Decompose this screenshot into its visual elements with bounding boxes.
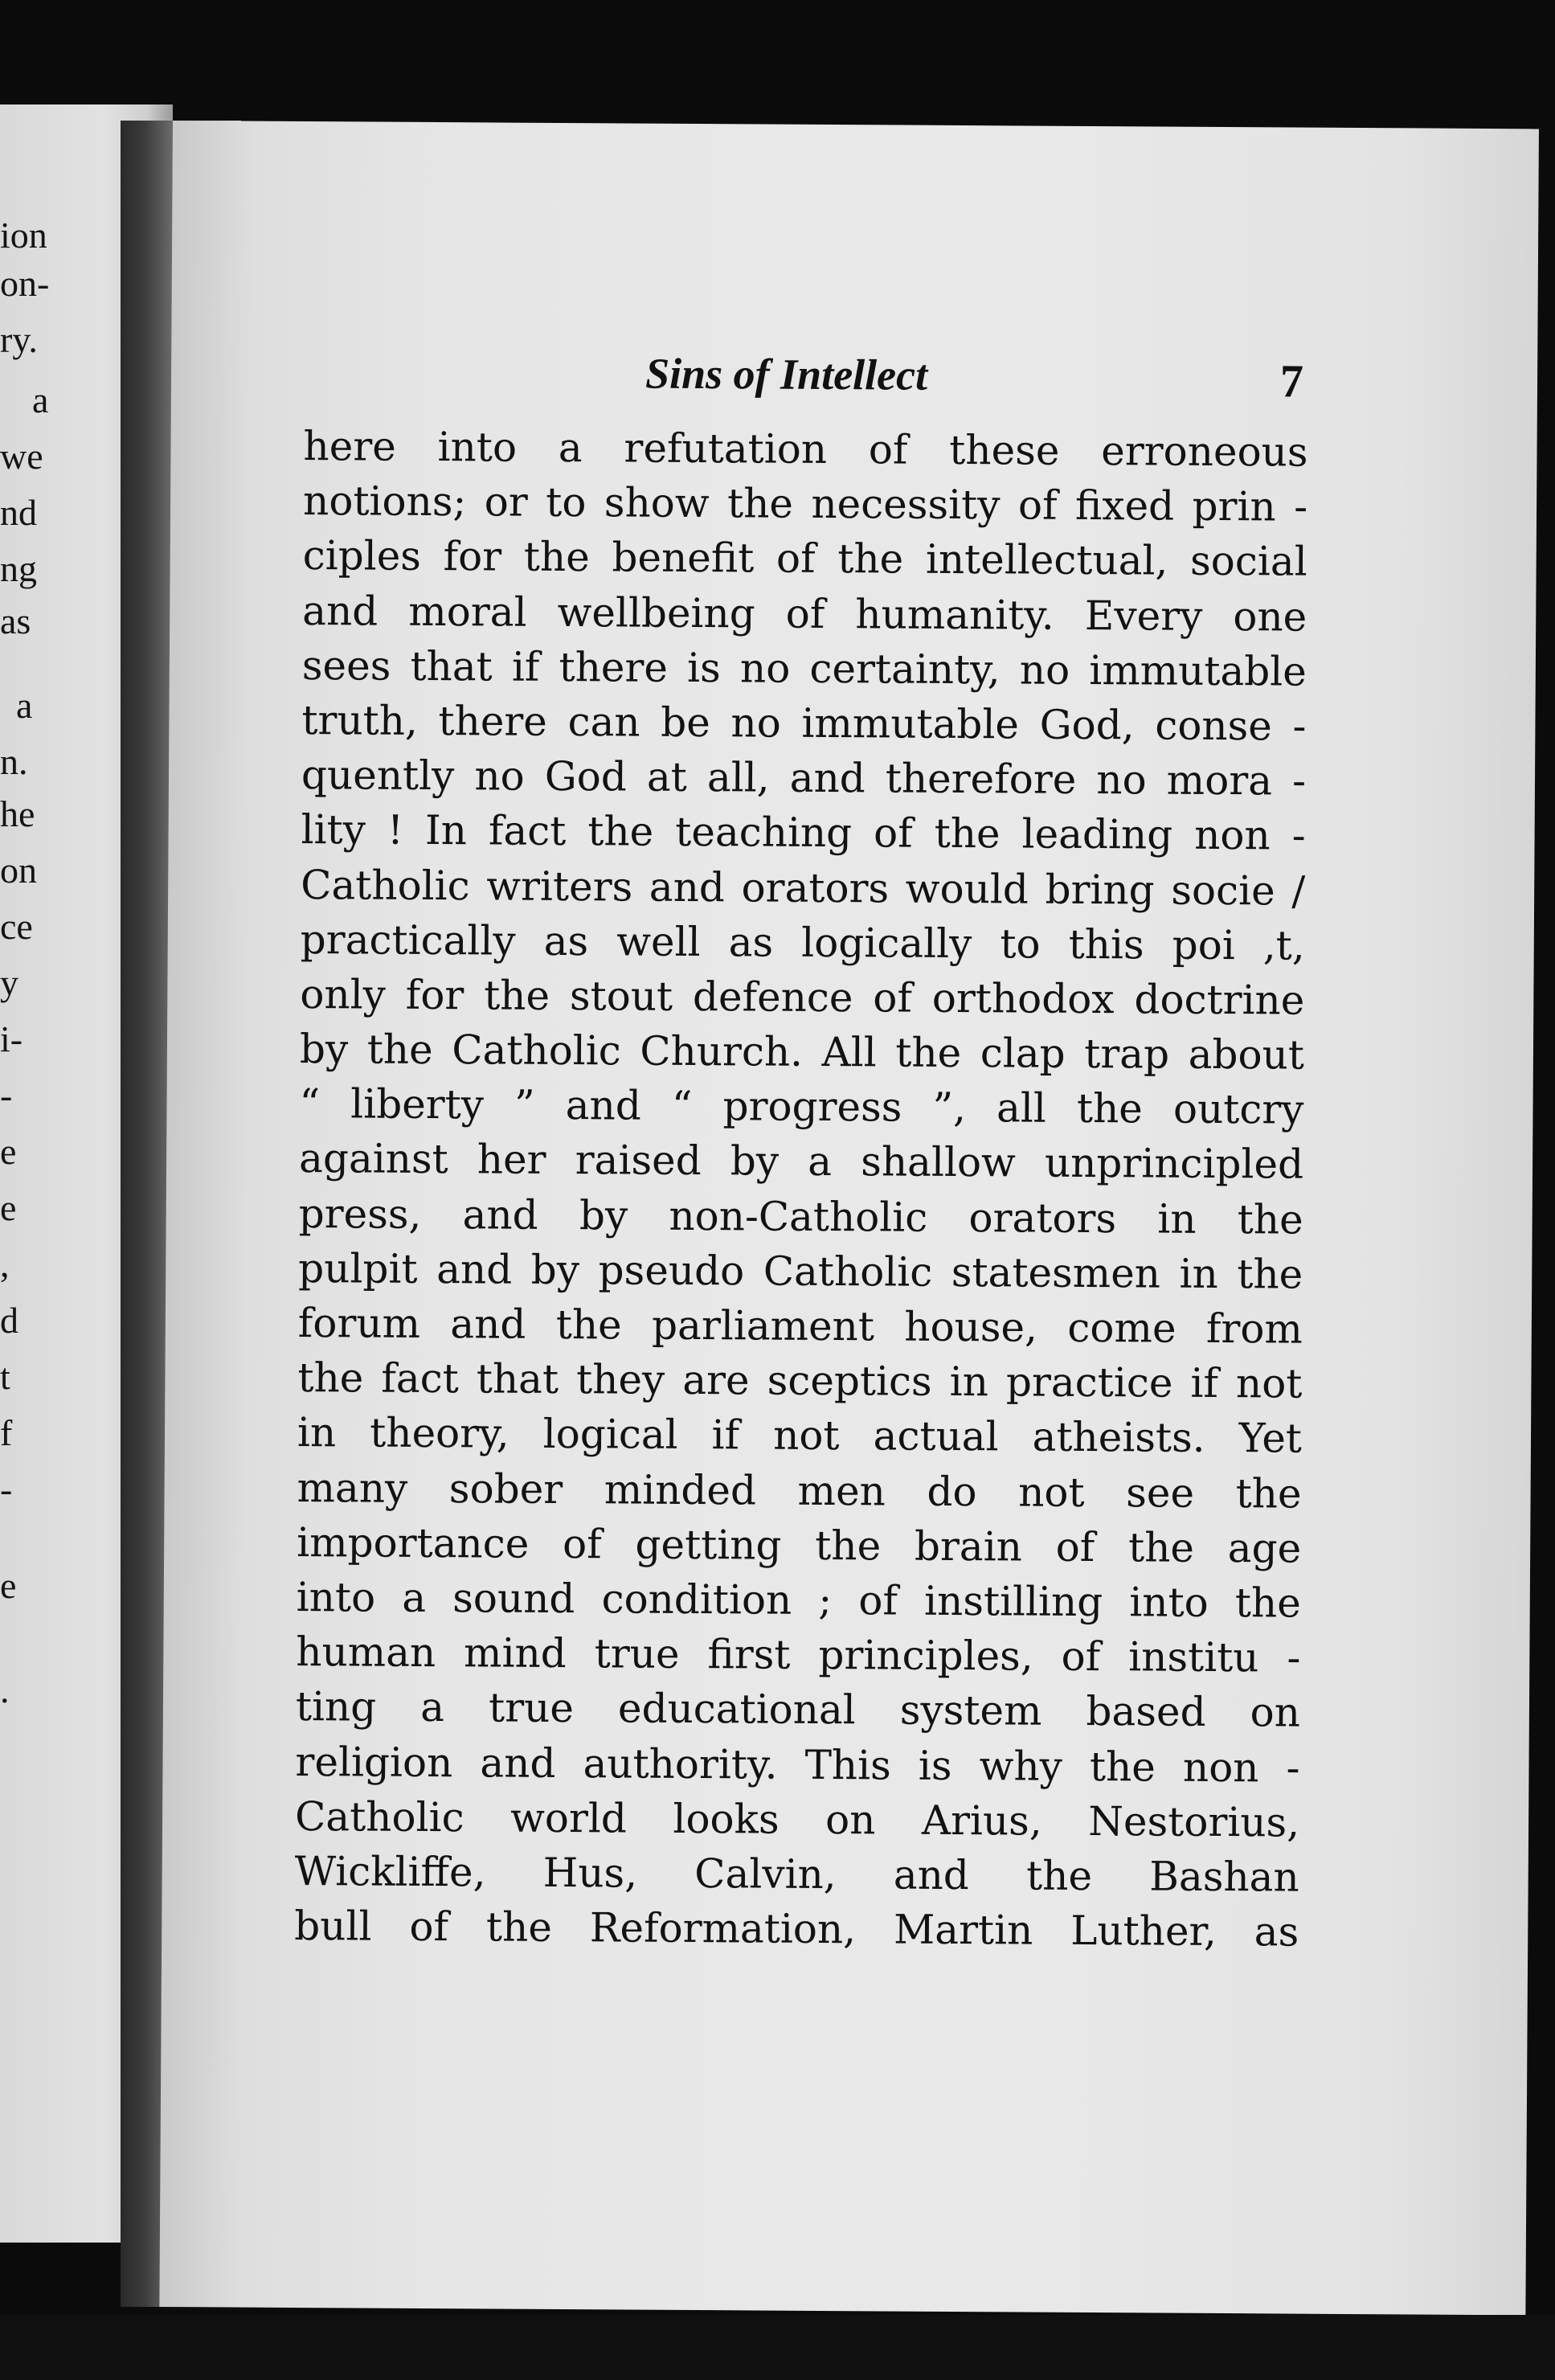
previous-page-fragment: ng [0, 548, 37, 589]
previous-page-fragment: y [0, 962, 18, 1003]
text-line: against her raised by a shallow unprincipled [298, 1135, 1304, 1189]
previous-page-fragment: . [0, 1669, 10, 1710]
previous-page-fragment: a [16, 685, 33, 726]
previous-page-fragment: e [0, 1565, 17, 1606]
previous-page-fragment: e [0, 1187, 17, 1228]
text-line: press, and by non-Catholic orators in the [298, 1190, 1303, 1243]
previous-page-fragment: d [0, 1300, 18, 1341]
previous-page-fragment: - [0, 1075, 13, 1116]
text-line: ting a true educational system based on [295, 1683, 1301, 1736]
previous-page-fragment: e [0, 1131, 17, 1172]
text-line: practically as well as logically to this poi ,t, [300, 916, 1305, 969]
previous-page-fragment: t [0, 1356, 10, 1397]
previous-page-fragment: we [0, 436, 43, 477]
book-page [159, 121, 1539, 2315]
previous-page-fragment: f [0, 1412, 13, 1453]
text-line: here into a refutation of these erroneous [303, 423, 1308, 476]
text-line: religion and authority. This is why the non - [295, 1738, 1300, 1792]
text-line: forum and the parliament house, come from [297, 1299, 1303, 1353]
previous-page-fragment: a [32, 379, 49, 420]
scan-bottom-edge [0, 2315, 1555, 2380]
text-line: lity ! In fact the teaching of the leading non - [301, 806, 1306, 859]
text-line: only for the stout defence of orthodox doctrine [300, 970, 1305, 1024]
previous-page-fragment: ion [0, 215, 47, 256]
text-line: “ liberty ” and “ progress ”, all the outcry [299, 1080, 1304, 1133]
text-line: Catholic world looks on Arius, Nestorius, [294, 1792, 1300, 1846]
text-line: sees that if there is no certainty, no immutable [301, 641, 1307, 695]
text-line: quently no God at all, and therefore no mora - [301, 752, 1307, 805]
text-line: and moral wellbeing of humanity. Every one [302, 587, 1307, 641]
previous-page-fragment: as [0, 600, 31, 641]
previous-page-fragment: on [0, 850, 37, 891]
page-number: 7 [1279, 354, 1304, 408]
previous-page-fragment: nd [0, 492, 37, 533]
text-line: by the Catholic Church. All the clap trap about [299, 1026, 1305, 1079]
text-line: truth, there can be no immutable God, conse - [301, 696, 1307, 750]
text-line: ciples for the benefit of the intellectual, social [302, 532, 1307, 586]
text-line: in theory, logical if not actual atheists. Yet [297, 1409, 1303, 1462]
previous-page-fragment: on- [0, 263, 50, 304]
text-line: into a sound condition ; of instilling into the [296, 1573, 1301, 1627]
text-line: Wickliffe, Hus, Calvin, and the Bashan [294, 1847, 1299, 1901]
previous-page-fragment: , [0, 1243, 10, 1284]
text-line: many sober minded men do not see the [297, 1464, 1302, 1518]
text-line: notions; or to show the necessity of fixed prin - [302, 477, 1308, 530]
text-line: the fact that they are sceptics in practice if not [297, 1354, 1303, 1407]
body-text [294, 419, 1308, 1960]
text-line: Catholic writers and orators would bring socie / [301, 861, 1306, 915]
text-line: bull of the Reformation, Martin Luther, as [294, 1903, 1299, 1956]
previous-page-fragment: n. [0, 741, 28, 782]
text-line: human mind true first principles, of institu - [296, 1628, 1301, 1682]
previous-page-fragment: he [0, 793, 35, 834]
previous-page-fragment: ry. [0, 319, 38, 360]
text-line: pulpit and by pseudo Catholic statesmen in the [298, 1244, 1303, 1298]
text-line: importance of getting the brain of the age [297, 1518, 1302, 1572]
previous-page-fragment: - [0, 1469, 13, 1510]
previous-page-fragment: i- [0, 1018, 23, 1059]
previous-page-fragment: ce [0, 906, 33, 947]
running-head: Sins of Intellect [645, 349, 928, 399]
